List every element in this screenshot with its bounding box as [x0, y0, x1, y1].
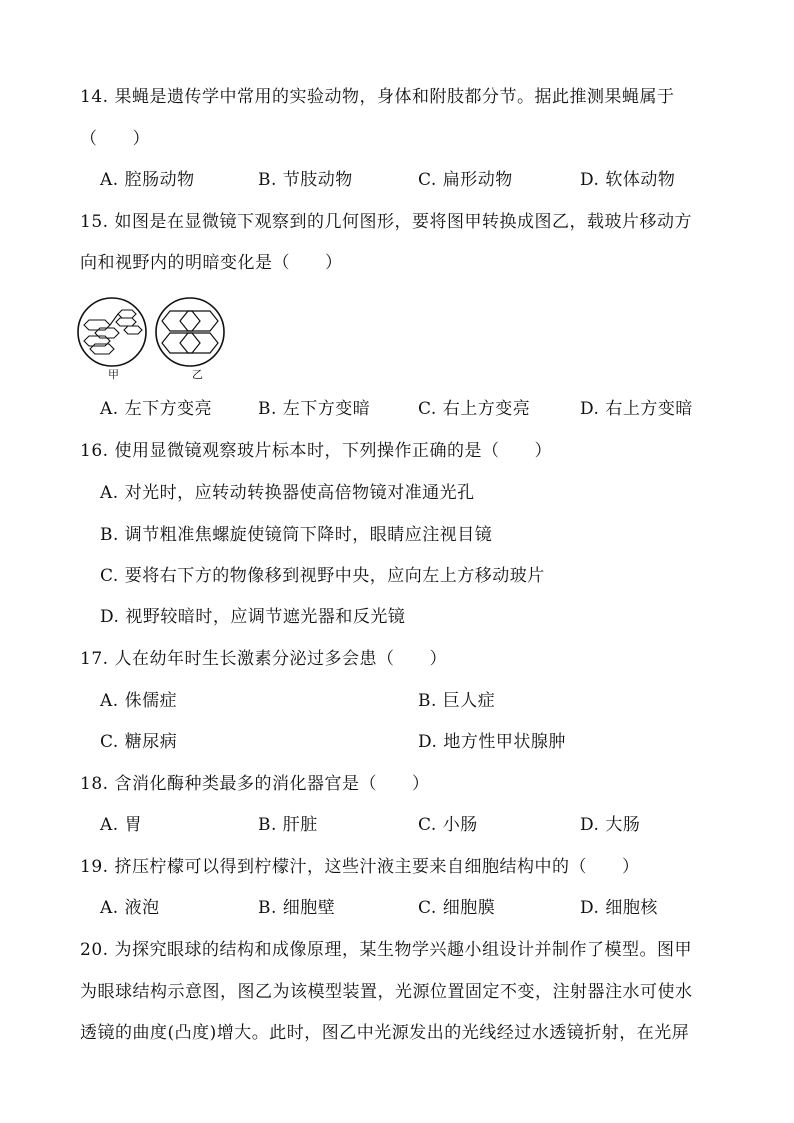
q20-line1: 20. 为探究眼球的结构和成像原理，某生物学兴趣小组设计并制作了模型。图甲: [80, 940, 692, 960]
q15-option-a: A. 左下方变亮: [100, 399, 213, 419]
q14-stem: 14. 果蝇是遗传学中常用的实验动物，身体和附肢都分节。据此推测果蝇属于: [80, 87, 675, 107]
q19-option-b: B. 细胞壁: [258, 898, 336, 918]
q19-stem: 19. 挤压柠檬可以得到柠檬汁，这些汁液主要来自细胞结构中的（ ）: [80, 857, 640, 877]
figure-label-yi: 乙: [192, 368, 203, 381]
field-jia-circle: [78, 298, 146, 366]
microscope-figure: [76, 292, 236, 384]
q16-option-c: C. 要将右下方的物像移到视野中央，应向左上方移动玻片: [100, 566, 545, 586]
q14-blank: （ ）: [80, 129, 150, 149]
q17-stem: 17. 人在幼年时生长激素分泌过多会患（ ）: [80, 649, 447, 669]
field-yi-circle: [156, 298, 224, 366]
q18-option-a: A. 胃: [100, 815, 143, 835]
q19-option-d: D. 细胞核: [580, 898, 658, 918]
q18-option-d: D. 大肠: [580, 815, 641, 835]
q14-option-b: B. 节肢动物: [258, 170, 353, 190]
q16-option-a: A. 对光时，应转动转换器使高倍物镜对准通光孔: [100, 483, 475, 503]
q20-line2: 为眼球结构示意图，图乙为该模型装置，光源位置固定不变，注射器注水可使水: [80, 982, 693, 1002]
q14-option-c: C. 扁形动物: [418, 170, 513, 190]
q17-option-b: B. 巨人症: [418, 691, 496, 711]
q15-option-b: B. 左下方变暗: [258, 399, 371, 419]
q18-stem: 18. 含消化酶种类最多的消化器官是（ ）: [80, 774, 430, 794]
q19-option-c: C. 细胞膜: [418, 898, 496, 918]
microscope-fields-diagram: [76, 292, 236, 384]
q14-option-a: A. 腔肠动物: [100, 170, 195, 190]
q18-option-c: C. 小肠: [418, 815, 478, 835]
q14-option-d: D. 软体动物: [580, 170, 676, 190]
figure-label-jia: 甲: [108, 368, 119, 381]
field-yi-hexagons: [162, 311, 218, 353]
field-jia-hexagons: [84, 310, 142, 354]
q19-option-a: A. 液泡: [100, 898, 160, 918]
q15-option-c: C. 右上方变亮: [418, 399, 531, 419]
q16-stem: 16. 使用显微镜观察玻片标本时，下列操作正确的是（ ）: [80, 441, 552, 461]
q15-stem-line1: 15. 如图是在显微镜下观察到的几何图形，要将图甲转换成图乙，载玻片移动方: [80, 212, 692, 232]
q17-option-d: D. 地方性甲状腺肿: [418, 732, 566, 752]
q18-option-b: B. 肝脏: [258, 815, 318, 835]
q16-option-b: B. 调节粗准焦螺旋使镜筒下降时，眼睛应注视目镜: [100, 525, 493, 545]
q16-option-d: D. 视野较暗时，应调节遮光器和反光镜: [100, 607, 406, 627]
q17-option-c: C. 糖尿病: [100, 732, 178, 752]
q15-option-d: D. 右上方变暗: [580, 399, 693, 419]
q15-stem-line2: 向和视野内的明暗变化是（ ）: [80, 253, 343, 273]
q17-option-a: A. 侏儒症: [100, 691, 178, 711]
q20-line3: 透镜的曲度(凸度)增大。此时，图乙中光源发出的光线经过水透镜折射，在光屏: [80, 1023, 690, 1043]
